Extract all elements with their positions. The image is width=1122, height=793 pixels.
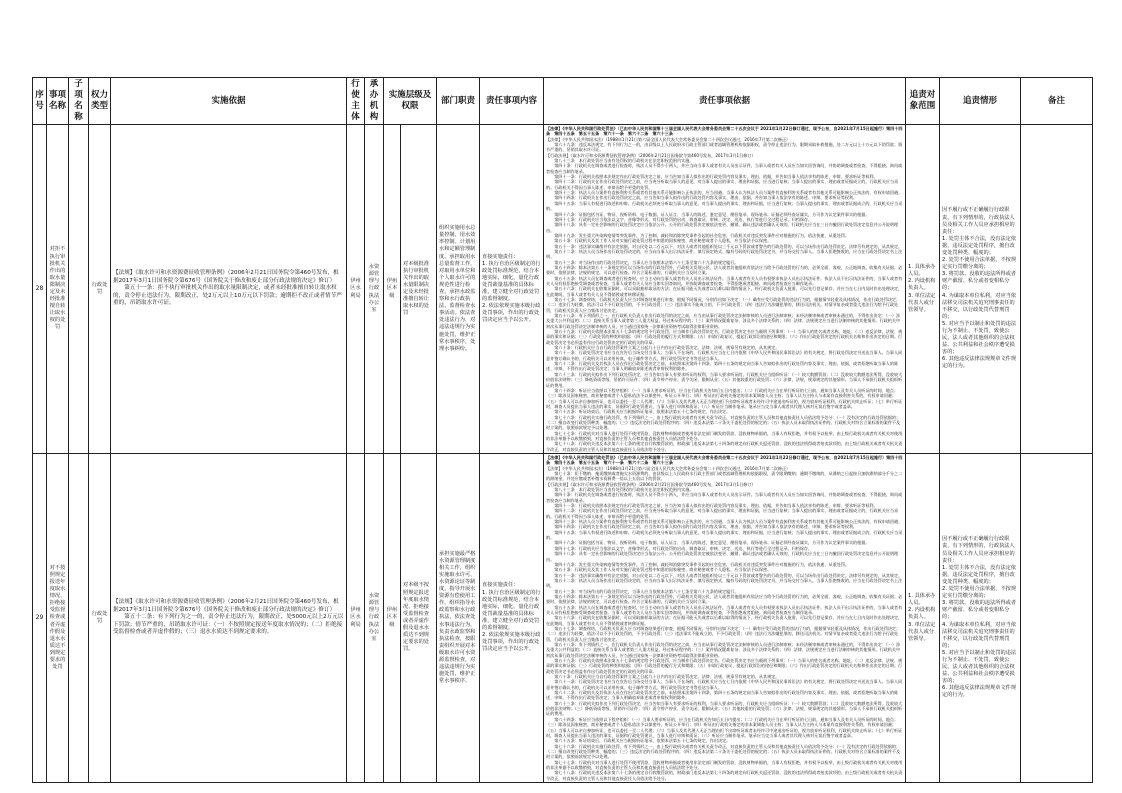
row-scope: 1. 具体承办人员。 2. 内设机构负责人。 3. 单位法定代表人或分管领导。 xyxy=(906,125,940,454)
header-row xyxy=(33,78,1093,125)
row-level: 伊州区本级 xyxy=(384,125,401,454)
row-basis: 【法规】《取水许可和水资源费征收管理条例》（2006年2月21日国务院令第460号发布，根据2017年3月1日国务院令第676号《国务院关于修改和废止部分行政法规的决定》修订） 第五十二条：有下列行为之一的，责令停止违法行为，限期改正，处5000元以上2万元以下罚款；情节严重的，吊销取水许可证：（一）不按照规定报送年度取水情况的；（二）拒绝接受监督检查或者弄虚作假的；（三）退水水质达不到规定要求的。 xyxy=(111,453,347,782)
header-item-name: 事项名称 xyxy=(47,78,69,125)
table-row xyxy=(33,125,1093,454)
header-seq: 序号 xyxy=(33,78,47,125)
row-level: 伊州区本级 xyxy=(384,453,401,782)
header-scope: 追责对象范围 xyxy=(906,78,940,125)
row-level-detail: 对本级不按照规定报送年度取水情况、拒绝接受监督检查或者弄虚作假及退水水质达不到规定要求的处罚。 xyxy=(401,453,437,782)
row-power-type: 行政处罚 xyxy=(89,125,111,454)
row-resp-basis xyxy=(544,453,906,782)
row-level-detail: 对本级批准执行审批机关作出的取水量限制决定及未经批准擅自转让取水权的处罚 xyxy=(401,125,437,454)
row-item-name: 对拒不执行审批机关作出的取水量限制决定及未经批准擅自转让取水权的处罚 xyxy=(47,125,69,454)
row-scope: 1. 具体承办人员。 2. 内设机构负责人。 3. 单位法定代表人或分管领导。 xyxy=(906,453,940,782)
row-duty: 组织实施用水总量控制、用水效率控制、计划用水和定额管理制度。承担取用水总量监督工作，对取用水单位和个人取水许可的规范性进行检查。承担水政监察和水行政执法，监督检查水事活动。依法查处违法行为，对违法违规行为实施处罚，维护正常水事秩序，处理水事纠纷。 xyxy=(437,125,480,454)
row-sub-item-name xyxy=(69,453,89,782)
resp-basis-body: 【法律】《中华人民共和国水法》（1988年1月21日第六届全国人民代表大会常务委员会第二十四次会议通过，2016年7月第二次修正） 第七十条：拒不缴纳、拖延缴纳或者拖欠水资源费的，由县级以上人民政府水行政主管部门或者流域管理机构依据职权，责令限期缴纳；逾期不缴纳的，从滞纳之日起按日加收滞纳部分千分之二的滞纳金，并处应缴或者补缴水资源费一倍以上五倍以下的罚款。 【行政法规】《取水许可和水资源费征收管理条例》（2006年2月21日国务院令第460号发布，2017年3月1日修订） 第八十三条 本行政处罚应当由有处罚权的行政机关在法定职权范围内实施。 第四十条：行政机关在调查或者进行检查时，执法人员不得少于两人，并应当向当事人或者有关人员出示证件。当事人或者有关人员应当如实回答询问，并协助调查或者检查，不得阻挠。询问或者检查应当制作笔录。 第四十一条：行政机关依照本法规定作出行政处罚决定之前，应当告知当事人拟作出的行政处罚内容及事实、理由、依据，并告知当事人依法享有的陈述、申辩、要求听证等权利。 第四十二条：行政机关在作出行政处罚决定之前，应当充分听取当事人的意见，对当事人提出的事实、理由和证据，应当进行复核；当事人提出的事实、理由或者证据成立的，行政机关应当采纳。行政机关不得因当事人陈述、申辩而给予更重的处罚。 第四十三条：执法人员与案件有直接利害关系或者有其他关系可能影响公正执法的，应当回避。当事人认为执法人员与案件有直接利害关系或者有其他关系可能影响公正执法的，有权申请回避。 第四十四条：行政机关在作出行政处罚决定之前，应当告知当事人拟作出的行政处罚内容及事实、理由、依据，并告知当事人依法享有的陈述、申辩、要求听证等权利。 第四十五条：当事人有权进行陈述和申辩。行政机关必须充分听取当事人的意见，对当事人提出的事实、理由和证据，应当进行复核；当事人提出的事实、理由或者证据成立的，行政机关应当采纳。 第四十六条：证据包括书证、物证、视听资料、电子数据、证人证言、当事人的陈述、鉴定意见、勘验笔录、现场笔录。证据必须经查证属实，方可作为认定案件事实的根据。 第四十七条：行政机关应当依法以文字、音像等形式，对行政处罚的启动、调查取证、审核、决定、送达、执行等进行全过程记录，归档保存。 第四十八条：具有一定社会影响的行政处罚决定应当依法公开。公开的行政处罚决定被依法变更、撤销、确认违法或者确认无效的，行政机关应当在三日内撤回行政处罚决定信息并公开说明理由。 第四十九条：发生重大传染病疫情等突发事件，为了控制、减轻和消除突发事件引起的社会危害，行政机关对违反突发事件应对措施的行为，依法快速、从重处罚。 第五十条：行政机关及其工作人员对实施行政处罚过程中知悉的国家秘密、商业秘密或者个人隐私，应当依法予以保密。 第五十一条：违法事实确凿并有法定依据，对公民处以二百元以下、对法人或者其他组织处以三千元以下罚款或者警告的行政处罚的，可以当场作出行政处罚决定。法律另有规定的，从其规定。 第五十二条：执法人员当场作出行政处罚决定的，应当向当事人出示执法证件，填写预定格式、编有号码的行政处罚决定书，并当场交付当事人。当事人拒绝签收的，应当在行政处罚决定书上注明。 第五十三条：对当场作出的行政处罚决定，当事人应当依照本法第六十七条至第六十九条的规定履行。 第五十四条：除本法第五十一条规定的可以当场作出的行政处罚外，行政机关发现公民、法人或者其他组织有依法应当给予行政处罚的行为的，必须全面、客观、公正地调查，收集有关证据；必要时，依照法律、法规的规定，可以进行检查。符合立案标准的，行政机关应当及时立案。 第五十五条：执法人员在调查或者进行检查时，应当主动向当事人或者有关人员出示执法证件。当事人或者有关人员有权要求执法人员出示执法证件。执法人员不出示执法证件的，当事人或者有关人员有权拒绝接受调查或者检查。当事人或者有关人员应当如实回答询问，并协助调查或者检查，不得拒绝或者阻挠。询问或者检查应当制作笔录。 第五十六条：行政机关在收集证据时，可以采取抽样取证的方法；在证据可能灭失或者以后难以取得的情况下，经行政机关负责人批准，可以先行登记保存，并应当在七日内及时作出处理决定，在此期间，当事人或者有关人员不得销毁或者转移证据。 第五十七条：调查终结，行政机关负责人应当对调查结果进行审查，根据不同情况，分别作出如下决定：（一）确有应受行政处罚的违法行为的，根据情节轻重及具体情况，作出行政处罚决定；（二）违法行为轻微，依法可以不予行政处罚的，不予行政处罚；（三）违法事实不能成立的，不予行政处罚；（四）违法行为涉嫌犯罪的，移送司法机关。对情节复杂或者重大违法行为给予行政处罚，行政机关负责人应当集体讨论决定。 第五十八条：有下列情形之一，在行政机关负责人作出行政处罚的决定之前，应当由从事行政处罚决定法制审核的人员进行法制审核；未经法制审核或者审核未通过的，不得作出决定：（一）涉及重大公共利益的；（二）直接关系当事人或者第三人重大权益，经过听证程序的；（三）案件情况疑难复杂、涉及多个法律关系的；（四）法律、法规规定应当进行法制审核的其他情形。行政机关中初次从事行政处罚决定法制审核的人员，应当通过国家统一法律职业资格考试取得法律职业资格。 第五十九条：行政机关依照本法第五十七条的规定给予行政处罚，应当制作行政处罚决定书。行政处罚决定书应当载明下列事项：（一）当事人的姓名或者名称、地址；（二）违反法律、法规、规章的事实和证据；（三）行政处罚的种类和依据；（四）行政处罚的履行方式和期限；（五）申请行政复议、提起行政诉讼的途径和期限；（六）作出行政处罚决定的行政机关名称和作出决定的日期。行政处罚决定书必须盖有作出行政处罚决定的行政机关的印章。 第六十条：行政机关应当自行政处罚案件立案之日起九十日内作出行政处罚决定。法律、法规、规章另有规定的，从其规定。 第六十一条：行政处罚决定书应当在宣告后当场交付当事人；当事人不在场的，行政机关应当在七日内依照《中华人民共和国民事诉讼法》的有关规定，将行政处罚决定书送达当事人。当事人同意并签订确认书的，行政机关可以采用传真、电子邮件等方式，将行政处罚决定书等送达当事人。 第六十二条：行政机关及其执法人员在作出行政处罚决定之前，未依照本法第四十四条、第四十五条的规定向当事人告知拟作出的行政处罚内容及事实、理由、依据，或者拒绝听取当事人的陈述、申辩，不得作出行政处罚决定；当事人明确放弃陈述或者申辩权利的除外。 第六十三条：行政机关拟作出下列行政处罚决定，应当告知当事人有要求听证的权利，当事人要求听证的，行政机关应当组织听证：（一）较大数额罚款；（二）没收较大数额违法所得、没收较大价值非法财物；（三）降低资质等级、吊销许可证件；（四）责令停产停业、责令关闭、限制从业；（五）其他较重的行政处罚；（六）法律、法规、规章规定的其他情形。当事人不承担行政机关组织听证的费用。 第六十四条：听证应当依照以下程序组织：（一）当事人要求听证的，应当在行政机关告知后五日内提出；（二）行政机关应当在举行听证的七日前，通知当事人及有关人员听证的时间、地点；（三）除涉及国家秘密、商业秘密或者个人隐私依法予以保密外，听证公开举行；（四）听证由行政机关指定的非本案调查人员主持；当事人认为主持人与本案有直接利害关系的，有权申请回避；（五）当事人可以亲自参加听证，也可以委托一至二人代理；（六）当事人及其代理人无正当理由拒不出席听证或者未经许可中途退出听证的，视为放弃听证权利，行政机关终止听证；（七）举行听证时，调查人员提出当事人违法的事实、证据和行政处罚建议，当事人进行申辩和质证；（八）听证应当制作笔录。笔录应当交当事人或者其代理人核对无误后签字或者盖章。 第六十五条：听证结束后，行政机关应当根据听证笔录，依照本法第五十七条的规定，作出决定。 第七十六条：行政机关实施行政处罚，有下列情形之一，由上级行政机关或者有关机关责令改正，对直接负责的主管人员和其他直接责任人员依法给予处分：（一）没有法定的行政处罚依据的；（二）擅自改变行政处罚种类、幅度的；（三）违反法定的行政处罚程序的；（四）违反本法第二十条关于委托处罚的规定的；（五）执法人员未取得执法证件的。行政机关对符合立案标准的案件不及时立案的，依照前款规定予以处理。 第七十七条：行政机关对当事人进行处罚不使用罚款、没收财物单据或者使用非法定部门制发的罚款、没收财物单据的，当事人有权拒绝，并有权予以检举，由上级行政机关或者有关机关对使用的非法单据予以收缴销毁，对直接负责的主管人员和其他直接责任人员依法给予处分。 第七十八条：行政机关违反本法第六十七条的规定自行收缴罚款的，财政部门违反本法第七十四条的规定向行政机关返还罚款、没收的违法所得或者拍卖款项的，由上级行政机关或者有关机关责令改正，对直接负责的主管人员和其他直接责任人员依法给予处分。 xyxy=(546,465,903,781)
header-power-type: 权力类型 xyxy=(89,78,111,125)
row-duty: 承担实施最严格水资源管理制度相关工作，组织实施取水许可、水资源论证等制度，指导开展水资源有偿使用工作。组织指导水政监察和水行政执法，依法查处水事违法行为，负责水政监察和执法检查，按职责组织开展对本级取水许可水资源监督检查，对违法违规行为实施处罚，维护正常水事秩序。 xyxy=(437,453,480,782)
row-power-type: 行政处罚 xyxy=(89,453,111,782)
row-situations: 因不履行或不正确履行行政职责，有下列情形的，行政执法人员及相关工作人员应承担相应的责任： 1. 处罚主体不合法，没有法定依据，违反法定处罚程序，擅自改变处罚种类、幅度的； 2. 处罚不使用合法单据，不按规定实行罚缴分离的； 3. 将罚款、没收的违法所得或者财产截留、私分或者变相私分的； 4. 为谋取本单位私利，对应当依法移交司法机关追究刑事责任的不移交，以行政处罚代替刑罚的； 5. 对应当予以制止和处罚的违法行为不制止、不处罚，致使公民、法人或者其他组织的合法权益、公共利益和社会秩序遭受损害的； 6. 其他违反法律法规规章文件规定的行为。 xyxy=(940,125,1021,454)
row-basis: 【法规】《取水许可和水资源费征收管理条例》（2006年2月21日国务院令第460号发布，根据2017年3月1日国务院令第676号《国务院关于修改和废止部分行政法规的决定》修订） 第五十一条：拒不执行审批机关作出的取水量限制决定，或者未经批准擅自转让取水权的，责令停止违法行为，限期改正，处2万元以上10万元以下罚款；逾期拒不改正或者情节严重的，吊销取水许可证。 xyxy=(111,125,347,454)
row-note xyxy=(1021,125,1093,454)
header-undertaker: 承办机构 xyxy=(365,78,384,125)
header-resp-content: 责任事项内容 xyxy=(480,78,544,125)
row-item-name: 对不按照规定报送年度取水情况、拒绝接受监督检查或者弄虚作假及退水水质达不到规定要求的处罚 xyxy=(47,453,69,782)
row-seq: 29 xyxy=(33,453,47,782)
row-resp-content: 直接实施责任： 1. 执行自治区级制定的行政处罚标准规范，结合本地实际，细化、量化行政处罚裁量基准的具体标准，建立健全对行政处罚的监督制度。 2. 依法依规实施本级行政处罚事项，作出的行政处罚决定应当予以公开。 xyxy=(480,453,544,782)
header-resp-basis: 责任事项依据 xyxy=(544,78,906,125)
header-note: 备注 xyxy=(1021,78,1093,125)
row-sub-item-name xyxy=(69,125,89,454)
header-sub-item-name: 子项名称 xyxy=(69,78,89,125)
row-situations: 因不履行或不正确履行行政职责，有下列情形的，行政执法人员及相关工作人员应承担相应的责任： 1. 处罚主体不合法，没有法定依据，违反法定处罚程序，擅自改变处罚种类、幅度的； 2. 处罚不使用合法单据，不按规定实行罚缴分离的； 3. 将罚款、没收的违法所得或者财产截留、私分或者变相私分的； 4. 为谋取本单位私利，对应当依法移交司法机关追究刑事责任的不移交，以行政处罚代替刑罚的； 5. 对应当予以制止和处罚的违法行为不制止、不处罚，致使公民、法人或者其他组织的合法权益、公共利益和社会秩序遭受损害的； 6. 其他违反法律法规规章文件规定的行为。 xyxy=(940,453,1021,782)
row-resp-basis xyxy=(544,125,906,454)
row-resp-content: 直接实施责任： 1. 执行自治区级制定的行政处罚标准规范，结合本地实际，细化、量化行政处罚裁量基准的具体标准，建立健全对行政处罚的监督制度。 2. 依法依规实施本级行政处罚事项，作出的行政处罚决定应当予以公开。 xyxy=(480,125,544,454)
header-level: 实施层级及权限 xyxy=(384,78,437,125)
row-undertaker: 水资源管理与行政执法办公室 xyxy=(365,125,384,454)
header-duty: 部门职责 xyxy=(437,78,480,125)
resp-basis-title: 【法律】《中华人民共和国行政处罚法》（已由中华人民共和国第十三届全国人民代表大会常务委员会第二十五次会议于 2021年1月22日修订通过，现予公布，自2021年7月15日起施行）第四十四条 第四十五条 第五十五条 第六十一条 第六十二条 第六十三条 xyxy=(546,126,903,137)
row-seq: 28 xyxy=(33,125,47,454)
row-subject: 伊州区水利局 xyxy=(347,125,365,454)
table-row xyxy=(33,453,1093,782)
responsibility-table xyxy=(32,77,1093,783)
row-subject: 伊州区水利局 xyxy=(347,453,365,782)
row-note xyxy=(1021,453,1093,782)
resp-basis-body: 【法律】《中华人民共和国水法》（1988年1月21日第六届全国人民代表大会常务委员会第二十四次会议通过，2016年7月第二次修正） 第六十九条：违反本法规定，有下列行为之一的，由县级以上人民政府水行政主管部门或者流域管理机构依据职权，责令停止违法行为，限期采取补救措施，处二万元以上十万元以下的罚款；情节严重的，吊销其取水许可证。 【行政法规】《取水许可和水资源费征收管理条例》（2006年2月21日国务院令第460号发布，2017年3月1日修订） 第八十三条 本行政处罚应当由有处罚权的行政机关在法定职权范围内实施。 第四十条：行政机关在调查或者进行检查时，执法人员不得少于两人，并应当向当事人或者有关人员出示证件。当事人或者有关人员应当如实回答询问，并协助调查或者检查，不得阻挠。询问或者检查应当制作笔录。 第四十一条：行政机关依照本法规定作出行政处罚决定之前，应当告知当事人拟作出的行政处罚内容及事实、理由、依据，并告知当事人依法享有的陈述、申辩、要求听证等权利。 第四十二条：行政机关在作出行政处罚决定之前，应当充分听取当事人的意见，对当事人提出的事实、理由和证据，应当进行复核；当事人提出的事实、理由或者证据成立的，行政机关应当采纳。行政机关不得因当事人陈述、申辩而给予更重的处罚。 第四十三条：执法人员与案件有直接利害关系或者有其他关系可能影响公正执法的，应当回避。当事人认为执法人员与案件有直接利害关系或者有其他关系可能影响公正执法的，有权申请回避。 第四十四条：行政机关在作出行政处罚决定之前，应当告知当事人拟作出的行政处罚内容及事实、理由、依据，并告知当事人依法享有的陈述、申辩、要求听证等权利。 第四十五条：当事人有权进行陈述和申辩。行政机关必须充分听取当事人的意见，对当事人提出的事实、理由和证据，应当进行复核；当事人提出的事实、理由或者证据成立的，行政机关应当采纳。 第四十六条：证据包括书证、物证、视听资料、电子数据、证人证言、当事人的陈述、鉴定意见、勘验笔录、现场笔录。证据必须经查证属实，方可作为认定案件事实的根据。 第四十七条：行政机关应当依法以文字、音像等形式，对行政处罚的启动、调查取证、审核、决定、送达、执行等进行全过程记录，归档保存。 第四十八条：具有一定社会影响的行政处罚决定应当依法公开。公开的行政处罚决定被依法变更、撤销、确认违法或者确认无效的，行政机关应当在三日内撤回行政处罚决定信息并公开说明理由。 第四十九条：发生重大传染病疫情等突发事件，为了控制、减轻和消除突发事件引起的社会危害，行政机关对违反突发事件应对措施的行为，依法快速、从重处罚。 第五十条：行政机关及其工作人员对实施行政处罚过程中知悉的国家秘密、商业秘密或者个人隐私，应当依法予以保密。 第五十一条：违法事实确凿并有法定依据，对公民处以二百元以下、对法人或者其他组织处以三千元以下罚款或者警告的行政处罚的，可以当场作出行政处罚决定。法律另有规定的，从其规定。 第五十二条：执法人员当场作出行政处罚决定的，应当向当事人出示执法证件，填写预定格式、编有号码的行政处罚决定书，并当场交付当事人。当事人拒绝签收的，应当在行政处罚决定书上注明。 第五十三条：对当场作出的行政处罚决定，当事人应当依照本法第六十七条至第六十九条的规定履行。 第五十四条：除本法第五十一条规定的可以当场作出的行政处罚外，行政机关发现公民、法人或者其他组织有依法应当给予行政处罚的行为的，必须全面、客观、公正地调查，收集有关证据；必要时，依照法律、法规的规定，可以进行检查。符合立案标准的，行政机关应当及时立案。 第五十五条：执法人员在调查或者进行检查时，应当主动向当事人或者有关人员出示执法证件。当事人或者有关人员有权要求执法人员出示执法证件。执法人员不出示执法证件的，当事人或者有关人员有权拒绝接受调查或者检查。当事人或者有关人员应当如实回答询问，并协助调查或者检查，不得拒绝或者阻挠。询问或者检查应当制作笔录。 第五十六条：行政机关在收集证据时，可以采取抽样取证的方法；在证据可能灭失或者以后难以取得的情况下，经行政机关负责人批准，可以先行登记保存，并应当在七日内及时作出处理决定，在此期间，当事人或者有关人员不得销毁或者转移证据。 第五十七条：调查终结，行政机关负责人应当对调查结果进行审查，根据不同情况，分别作出如下决定：（一）确有应受行政处罚的违法行为的，根据情节轻重及具体情况，作出行政处罚决定；（二）违法行为轻微，依法可以不予行政处罚的，不予行政处罚；（三）违法事实不能成立的，不予行政处罚；（四）违法行为涉嫌犯罪的，移送司法机关。对情节复杂或者重大违法行为给予行政处罚，行政机关负责人应当集体讨论决定。 第五十八条：有下列情形之一，在行政机关负责人作出行政处罚的决定之前，应当由从事行政处罚决定法制审核的人员进行法制审核；未经法制审核或者审核未通过的，不得作出决定：（一）涉及重大公共利益的；（二）直接关系当事人或者第三人重大权益，经过听证程序的；（三）案件情况疑难复杂、涉及多个法律关系的；（四）法律、法规规定应当进行法制审核的其他情形。行政机关中初次从事行政处罚决定法制审核的人员，应当通过国家统一法律职业资格考试取得法律职业资格。 第五十九条：行政机关依照本法第五十七条的规定给予行政处罚，应当制作行政处罚决定书。行政处罚决定书应当载明下列事项：（一）当事人的姓名或者名称、地址；（二）违反法律、法规、规章的事实和证据；（三）行政处罚的种类和依据；（四）行政处罚的履行方式和期限；（五）申请行政复议、提起行政诉讼的途径和期限；（六）作出行政处罚决定的行政机关名称和作出决定的日期。行政处罚决定书必须盖有作出行政处罚决定的行政机关的印章。 第六十条：行政机关应当自行政处罚案件立案之日起九十日内作出行政处罚决定。法律、法规、规章另有规定的，从其规定。 第六十一条：行政处罚决定书应当在宣告后当场交付当事人；当事人不在场的，行政机关应当在七日内依照《中华人民共和国民事诉讼法》的有关规定，将行政处罚决定书送达当事人。当事人同意并签订确认书的，行政机关可以采用传真、电子邮件等方式，将行政处罚决定书等送达当事人。 第六十二条：行政机关及其执法人员在作出行政处罚决定之前，未依照本法第四十四条、第四十五条的规定向当事人告知拟作出的行政处罚内容及事实、理由、依据，或者拒绝听取当事人的陈述、申辩，不得作出行政处罚决定；当事人明确放弃陈述或者申辩权利的除外。 第六十三条：行政机关拟作出下列行政处罚决定，应当告知当事人有要求听证的权利，当事人要求听证的，行政机关应当组织听证：（一）较大数额罚款；（二）没收较大数额违法所得、没收较大价值非法财物；（三）降低资质等级、吊销许可证件；（四）责令停产停业、责令关闭、限制从业；（五）其他较重的行政处罚；（六）法律、法规、规章规定的其他情形。当事人不承担行政机关组织听证的费用。 第六十四条：听证应当依照以下程序组织：（一）当事人要求听证的，应当在行政机关告知后五日内提出；（二）行政机关应当在举行听证的七日前，通知当事人及有关人员听证的时间、地点；（三）除涉及国家秘密、商业秘密或者个人隐私依法予以保密外，听证公开举行；（四）听证由行政机关指定的非本案调查人员主持；当事人认为主持人与本案有直接利害关系的，有权申请回避；（五）当事人可以亲自参加听证，也可以委托一至二人代理；（六）当事人及其代理人无正当理由拒不出席听证或者未经许可中途退出听证的，视为放弃听证权利，行政机关终止听证；（七）举行听证时，调查人员提出当事人违法的事实、证据和行政处罚建议，当事人进行申辩和质证；（八）听证应当制作笔录。笔录应当交当事人或者其代理人核对无误后签字或者盖章。 第六十五条：听证结束后，行政机关应当根据听证笔录，依照本法第五十七条的规定，作出决定。 第七十六条：行政机关实施行政处罚，有下列情形之一，由上级行政机关或者有关机关责令改正，对直接负责的主管人员和其他直接责任人员依法给予处分：（一）没有法定的行政处罚依据的；（二）擅自改变行政处罚种类、幅度的；（三）违反法定的行政处罚程序的；（四）违反本法第二十条关于委托处罚的规定的；（五）执法人员未取得执法证件的。行政机关对符合立案标准的案件不及时立案的，依照前款规定予以处理。 第七十七条：行政机关对当事人进行处罚不使用罚款、没收财物单据或者使用非法定部门制发的罚款、没收财物单据的，当事人有权拒绝，并有权予以检举，由上级行政机关或者有关机关对使用的非法单据予以收缴销毁，对直接负责的主管人员和其他直接责任人员依法给予处分。 第七十八条：行政机关违反本法第六十七条的规定自行收缴罚款的，财政部门违反本法第七十四条的规定向行政机关返还罚款、没收的违法所得或者拍卖款项的，由上级行政机关或者有关机关责令改正，对直接负责的主管人员和其他直接责任人员依法给予处分。 xyxy=(546,136,903,452)
row-undertaker: 水资源管理与行政执法办公室 xyxy=(365,453,384,782)
header-situations: 追责情形 xyxy=(940,78,1021,125)
resp-basis-title: 【法律】《中华人民共和国行政处罚法》（已由中华人民共和国第十三届全国人民代表大会常务委员会第二十五次会议于 2021年1月22日修订通过，现予公布，自2021年7月15日起施行）第四十四条 第四十五条 第五十五条 第六十一条 第六十二条 第六十三条 xyxy=(546,454,903,466)
header-basis: 实施依据 xyxy=(111,78,347,125)
header-subject: 行使主体 xyxy=(347,78,365,125)
